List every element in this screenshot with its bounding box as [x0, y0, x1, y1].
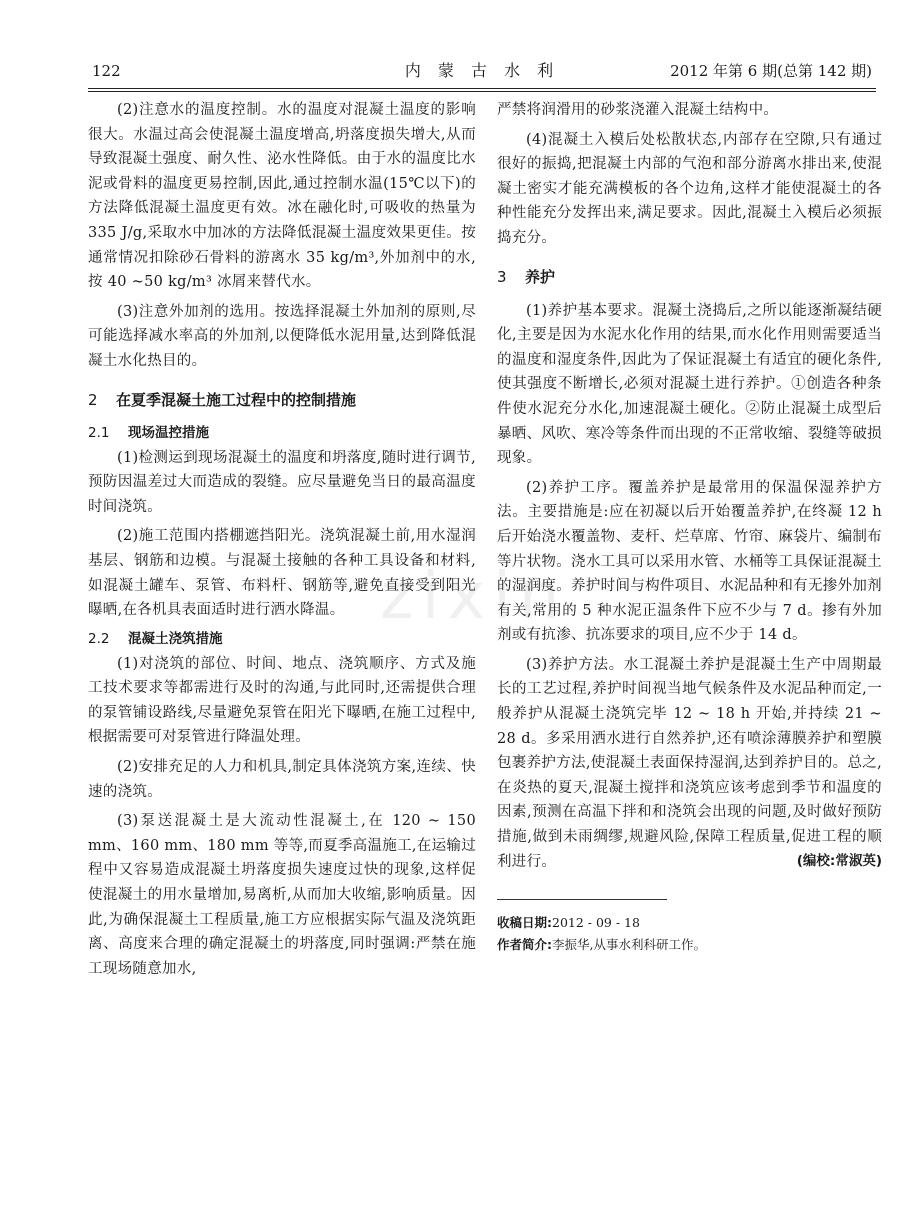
paragraph-admixture: (3)注意外加剂的选用。按选择混凝土外加剂的原则,尽可能选择减水率高的外加剂,以便降低水泥用量,达到降低混凝土水化热目的。 — [88, 303, 476, 369]
paragraph-curing-methods: (3)养护方法。水工混凝土养护是混凝土生产中周期最长的工艺过程,养护时间视当地气候条件及水泥品种而定,一般养护从混凝土浇筑完毕 12 ~ 18 h 开始,并持续 21 ~ 28 d。多采用洒水进行自然养护,还有喷涂薄膜养护和塑膜包裹养护方法,使混凝土表面保持湿润,达到养护目的。总之,在炎热的夏天,混凝土搅拌和浇筑应该考虑到季节和温度的因素,预测在高温下拌和和浇筑会出现的问题,及时做好预防措施,做到未雨绸缪,规避风险,保障工程质量,促进工程的顺利进行。 — [497, 656, 882, 870]
paragraph-resources: (2)安排充足的人力和机具,制定具体浇筑方案,连续、快速的浇筑。 — [88, 759, 476, 800]
right-column — [497, 98, 882, 956]
page-number: 122 — [92, 62, 121, 80]
paragraph-site-check: (1)检测运到现场混凝土的温度和坍落度,随时进行调节,预防因温差过大而造成的裂缝。应尽量避免当日的最高温度时间浇筑。 — [88, 449, 476, 515]
subsection-title: 现场温控措施 — [128, 424, 209, 441]
received-value: 2012 - 09 - 18 — [552, 915, 640, 931]
paragraph-continuation: 严禁将润滑用的砂浆浇灌入混凝土结构中。 — [497, 102, 779, 118]
paragraph-vibration: (4)混凝土入模后处松散状态,内部存在空隙,只有通过很好的振捣,把混凝土内部的气泡和部分游离水排出来,使混凝土密实才能充满模板的各个边角,这样才能使混凝土的各种性能充分发挥出来,满足要求。因此,混凝土入模后必须振捣充分。 — [497, 131, 882, 246]
paragraph-communication: (1)对浇筑的部位、时间、地点、浇筑顺序、方式及施工技术要求等都需进行及时的沟通,与此同时,还需提供合理的泵管铺设路线,尽量避免泵管在阳光下曝晒,在施工过程中,根据需要可对泵管进行降温处理。 — [88, 655, 476, 746]
section-title: 在夏季混凝土施工过程中的控制措施 — [116, 390, 357, 409]
section-heading-3 — [497, 265, 882, 289]
paragraph-shading: (2)施工范围内搭棚遮挡阳光。浇筑混凝土前,用水湿润基层、钢筋和边模。与混凝土接触的各种工具设备和材料,如混凝土罐车、泵管、布料杆、钢筋等,避免直接受到阳光曝晒,在各机具表面适时进行洒水降温。 — [88, 528, 476, 619]
paragraph-curing-requirements: (1)养护基本要求。混凝土浇捣后,之所以能逐渐凝结硬化,主要是因为水泥水化作用的结果,而水化作用则需要适当的温度和湿度条件,因此为了保证混凝土有适宜的硬化条件,使其强度不断增长,必须对混凝土进行养护。①创造各种条件使水泥充分水化,加速混凝土硬化。②防止混凝土成型后暴晒、风吹、寒冷等条件而出现的不正常收缩、裂缝等破损现象。 — [497, 302, 882, 467]
section-number: 2 — [88, 390, 98, 409]
section-title: 养护 — [525, 267, 556, 286]
received-label: 收稿日期: — [497, 915, 552, 931]
received-date — [497, 912, 882, 934]
subsection-number: 2.1 — [88, 424, 110, 441]
subsection-title: 混凝土浇筑措施 — [128, 630, 223, 647]
paragraph-pumped-concrete: (3)泵送混凝土是大流动性混凝土,在 120 ~ 150 mm、160 mm、180 mm 等等,而夏季高温施工,在运输过程中又容易造成混凝土坍落度损失速度过快的现象,这样促使混凝土的用水量增加,易离析,从而加大收缩,影响质量。因此,为确保混凝土工程质量,施工方应根据实际气温及浇筑距离、高度来合理的确定混凝土的坍落度,同时强调:严禁在施工现场随意加水, — [88, 813, 476, 977]
author-bio — [497, 934, 882, 956]
subsection-heading-2-1 — [88, 422, 476, 444]
author-value: 李振华,从事水利科研工作。 — [552, 937, 706, 953]
header-rule — [88, 88, 876, 89]
paragraph-curing-process: (2)养护工序。覆盖养护是最常用的保温保湿养护方法。主要措施是:应在初凝以后开始覆盖养护,在终凝 12 h 后开始浇水覆盖物、麦杆、烂草席、竹帘、麻袋片、编制布等片状物。浇水工具可以采用水管、水桶等工具保证混凝土的湿润度。养护时间与构件项目、水泥品种和有无掺外加剂有关,常用的 5 种水泥正温条件下应不少与 7 d。掺有外加剂或有抗渗、抗冻要求的项目,应不少于 14 d。 — [497, 479, 882, 644]
subsection-heading-2-2 — [88, 628, 476, 650]
issue-info: 2012 年第 6 期(总第 142 期) — [670, 62, 872, 80]
subsection-number: 2.2 — [88, 630, 110, 647]
journal-name: 内 蒙 古 水 利 — [404, 61, 560, 80]
author-label: 作者简介: — [497, 937, 552, 953]
editor-credit: (编校:常淑英) — [796, 853, 882, 870]
left-column — [88, 98, 476, 986]
section-number: 3 — [497, 267, 507, 286]
watermark: zixin — [380, 560, 568, 634]
running-header — [92, 58, 872, 84]
section-heading-2 — [88, 388, 476, 412]
paragraph-water-temperature: (2)注意水的温度控制。水的温度对混凝土温度的影响很大。水温过高会使混凝土温度增高,坍落度损失增大,从而导致混凝土强度、耐久性、泌水性降低。由于水的温度比水泥或骨料的温度更易控制,因此,通过控制水温(15℃以下)的方法降低混凝土温度更有效。冰在融化时,可吸收的热量为 335 J/g,采取水中加冰的方法降低混凝土温度效果更佳。按通常情况扣除砂石骨料的游离水 35 kg/m³,外加剂中的水,按 40 ~50 kg/m³ 冰屑来替代水。 — [88, 102, 476, 291]
footnote-rule — [497, 899, 667, 900]
header-rule-thin — [88, 91, 876, 92]
